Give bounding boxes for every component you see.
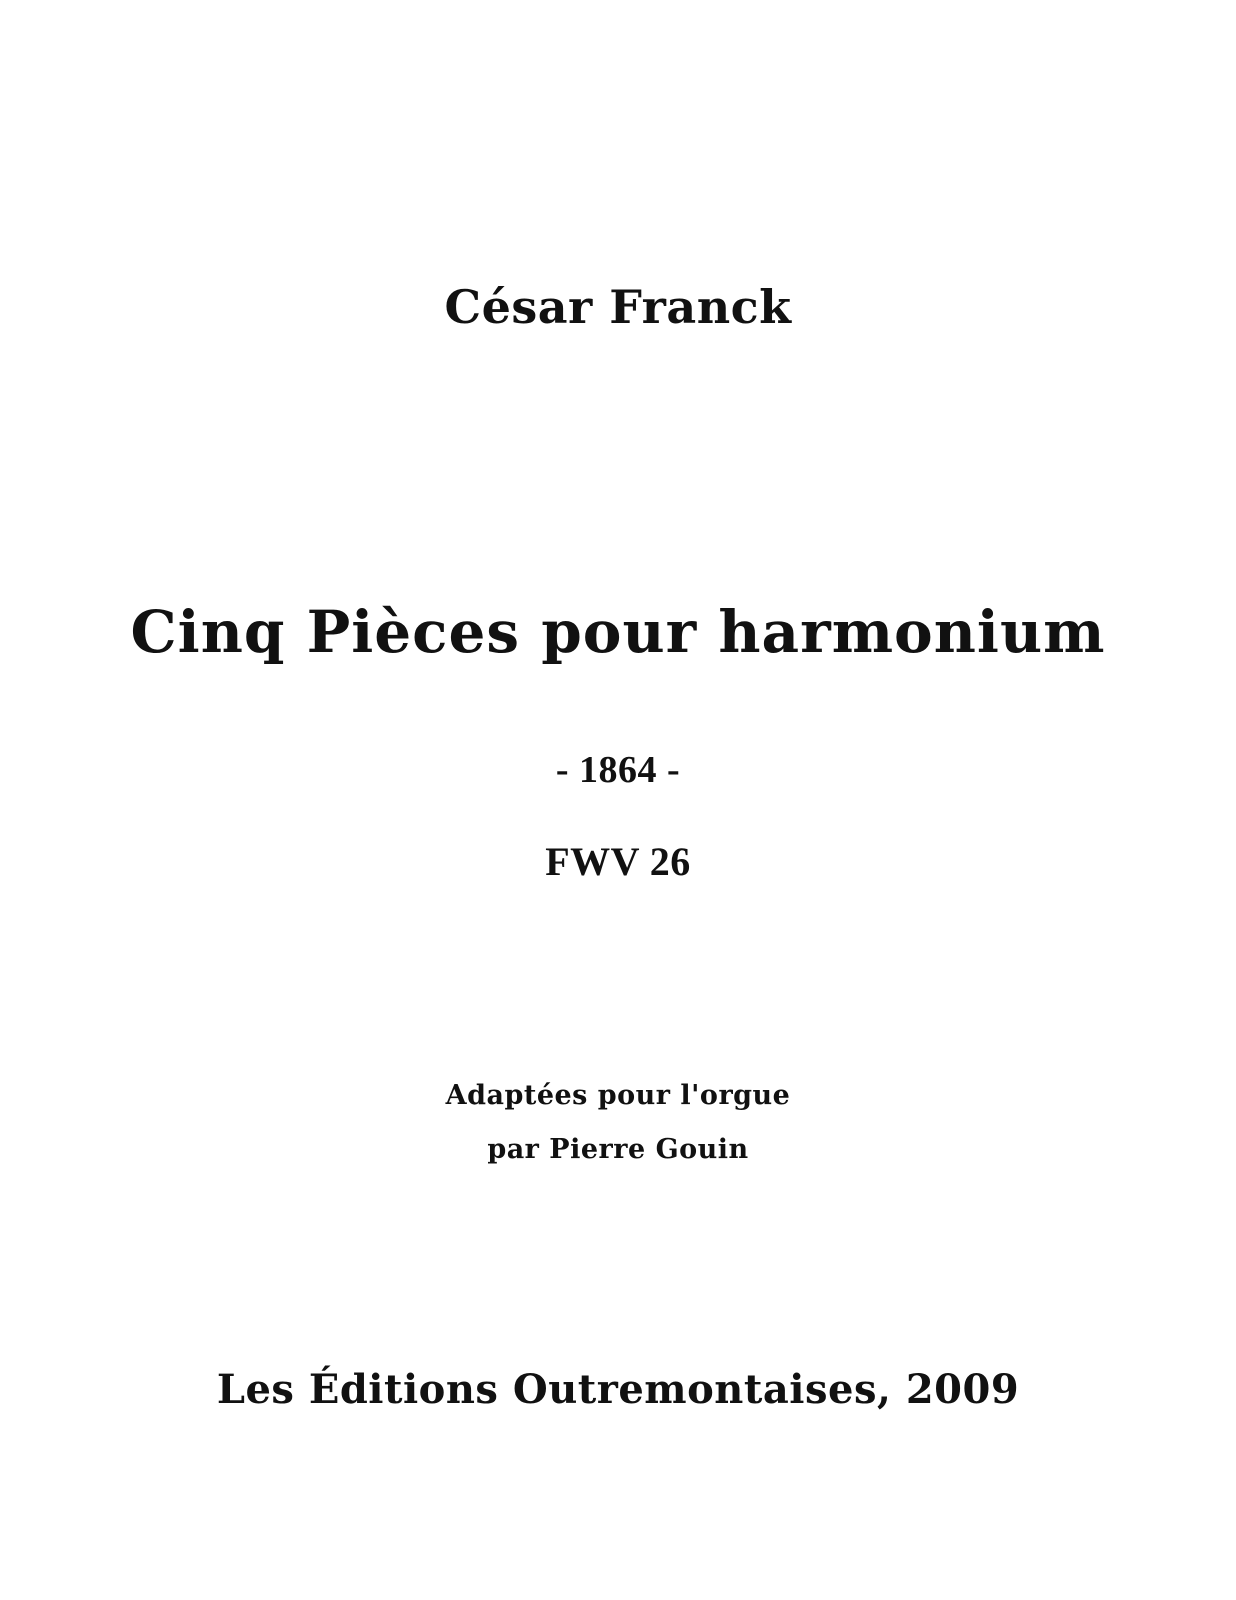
composition-year: - 1864 - <box>555 749 681 791</box>
composer-name: César Franck <box>444 280 792 334</box>
work-title: Cinq Pièces pour harmonium <box>130 598 1106 666</box>
catalog-number: FWV 26 <box>545 839 691 884</box>
adaptation-note: Adaptées pour l'orgue <box>445 1080 791 1111</box>
arranger-credit: par Pierre Gouin <box>487 1134 749 1165</box>
publisher-line: Les Éditions Outremontaises, 2009 <box>216 1366 1020 1413</box>
